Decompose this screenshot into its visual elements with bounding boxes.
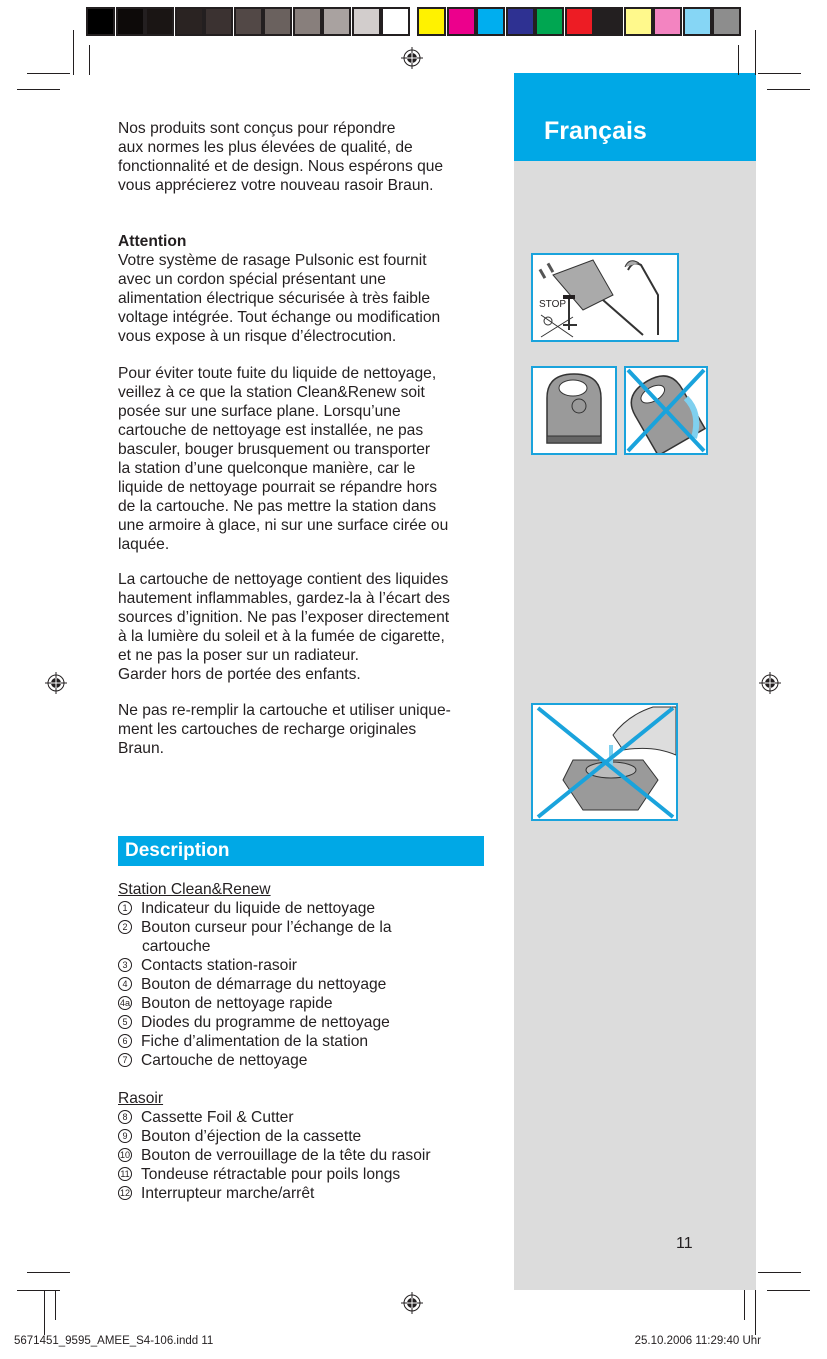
text-line: Votre système de rasage Pulsonic est fournit xyxy=(118,252,427,269)
grey-swatch xyxy=(352,7,381,36)
text-line: hautement inflammables, gardez-la à l’écart des xyxy=(118,590,450,607)
text-line: fonctionnalité et de design. Nous espérons que xyxy=(118,158,444,175)
color-swatch xyxy=(653,7,682,36)
item-number-badge: 3 xyxy=(118,958,132,972)
list-item xyxy=(118,1108,486,1127)
color-swatch xyxy=(624,7,653,36)
grey-swatch xyxy=(145,7,174,36)
list-item xyxy=(118,1165,486,1184)
item-label: Contacts station-rasoir xyxy=(141,957,297,974)
footer-filename: 5671451_9595_AMEE_S4-106.indd 11 xyxy=(14,1335,214,1347)
station-tilted-figure xyxy=(624,366,708,455)
item-label: Tondeuse rétractable pour poils longs xyxy=(141,1166,401,1183)
item-number-badge: 4a xyxy=(119,998,130,1008)
item-number-badge: 4 xyxy=(118,977,132,991)
text-line: alimentation électrique sécurisée à très faible xyxy=(118,290,431,307)
text-line: aux normes les plus élevées de qualité, de xyxy=(118,139,413,156)
item-label: Indicateur du liquide de nettoyage xyxy=(141,900,376,917)
item-number-badge: 1 xyxy=(118,901,132,915)
text-line: de la cartouche. Ne pas mettre la station dans xyxy=(118,498,437,515)
color-swatch xyxy=(565,7,594,36)
text-line: liquide de nettoyage pourrait se répandre hors xyxy=(118,479,438,496)
text-line: et ne pas la poser sur un radiateur. xyxy=(118,647,359,664)
text-line: Braun. xyxy=(118,740,164,757)
footer-timestamp: 25.10.2006 11:29:40 Uhr xyxy=(634,1335,761,1347)
color-swatch xyxy=(447,7,476,36)
item-label: Interrupteur marche/arrêt xyxy=(141,1185,315,1202)
item-label: Cartouche de nettoyage xyxy=(141,1052,308,1069)
crop-mark xyxy=(55,1290,56,1320)
text-line: vous expose à un risque d’électrocution. xyxy=(118,328,397,345)
color-swatch xyxy=(476,7,505,36)
text-line: à la lumière du soleil et à la fumée de cigarette, xyxy=(118,628,445,645)
power-plug-icon xyxy=(533,255,677,340)
language-heading: Français xyxy=(514,73,756,161)
registration-mark-icon xyxy=(401,47,423,69)
tilted-station-crossed-icon xyxy=(626,368,706,453)
text-line: basculer, bouger brusquement ou transporter xyxy=(118,441,431,458)
crop-mark xyxy=(27,1272,70,1273)
item-number-badge: 9 xyxy=(118,1129,132,1143)
grey-swatch xyxy=(381,7,410,36)
item-label: Diodes du programme de nettoyage xyxy=(141,1014,390,1031)
list-item xyxy=(118,1146,486,1165)
list-item xyxy=(118,975,486,994)
item-label: Bouton de nettoyage rapide xyxy=(141,995,333,1012)
text-line: Garder hors de portée des enfants. xyxy=(118,666,361,683)
item-number-badge: 5 xyxy=(118,1015,132,1029)
text-line: La cartouche de nettoyage contient des liquides xyxy=(118,571,449,588)
color-swatch xyxy=(535,7,564,36)
crop-mark xyxy=(755,1290,756,1335)
text-line: vous apprécierez votre nouveau rasoir Braun. xyxy=(118,177,434,194)
list-item xyxy=(118,1127,486,1146)
grey-swatch xyxy=(322,7,351,36)
paragraph xyxy=(118,119,486,195)
description-heading: Description xyxy=(118,836,484,866)
text-line: Nos produits sont conçus pour répondre xyxy=(118,120,396,137)
text-line: laquée. xyxy=(118,536,170,553)
crop-mark xyxy=(44,1290,45,1335)
color-swatch xyxy=(712,7,741,36)
item-label-continued: cartouche xyxy=(142,938,211,955)
grey-swatch xyxy=(116,7,145,36)
item-label: Bouton de démarrage du nettoyage xyxy=(141,976,387,993)
text-line: avec un cordon spécial présentant une xyxy=(118,271,386,288)
grey-swatch xyxy=(263,7,292,36)
crop-mark xyxy=(744,1290,745,1320)
item-number-badge: 8 xyxy=(118,1110,132,1124)
registration-mark-icon xyxy=(45,672,67,694)
color-swatch xyxy=(594,7,623,36)
text-line: Pour éviter toute fuite du liquide de nettoyage, xyxy=(118,365,437,382)
item-number-badge: 10 xyxy=(119,1150,130,1160)
parts-list xyxy=(118,880,486,1203)
paragraph xyxy=(118,232,486,346)
grey-swatch xyxy=(234,7,263,36)
crop-mark xyxy=(755,30,756,75)
registration-mark-icon xyxy=(401,1292,423,1314)
grey-swatch xyxy=(175,7,204,36)
power-cord-figure xyxy=(531,253,679,342)
list-item xyxy=(118,1013,486,1032)
text-line: ment les cartouches de recharge originales xyxy=(118,721,417,738)
text-line: posée sur une surface plane. Lorsqu’une xyxy=(118,403,401,420)
crop-mark xyxy=(738,45,739,75)
list-item xyxy=(118,1184,486,1203)
color-swatch xyxy=(506,7,535,36)
svg-text:STOP: STOP xyxy=(539,299,567,310)
crop-mark xyxy=(767,89,810,90)
grey-swatch xyxy=(293,7,322,36)
text-line: la station d’une quelconque manière, car le xyxy=(118,460,416,477)
item-label: Cassette Foil & Cutter xyxy=(141,1109,294,1126)
crop-mark xyxy=(767,1290,810,1291)
list-item xyxy=(118,994,486,1013)
item-label: Fiche d’alimentation de la station xyxy=(141,1033,369,1050)
item-label: Bouton curseur pour l’échange de la xyxy=(141,919,392,936)
refill-crossed-icon xyxy=(533,705,676,819)
registration-mark-icon xyxy=(759,672,781,694)
crop-mark xyxy=(17,1290,60,1291)
station-upright-figure xyxy=(531,366,617,455)
grey-swatch xyxy=(204,7,233,36)
item-number-badge: 7 xyxy=(118,1053,132,1067)
text-line: cartouche de nettoyage est installée, ne pas xyxy=(118,422,424,439)
station-heading: Station Clean&Renew xyxy=(118,881,271,898)
razor-heading: Rasoir xyxy=(118,1090,164,1107)
crop-mark xyxy=(73,30,74,75)
text-line: veillez à ce que la station Clean&Renew soit xyxy=(118,384,425,401)
list-item xyxy=(118,956,486,975)
crop-mark xyxy=(17,89,60,90)
item-number-badge: 2 xyxy=(118,920,132,934)
text-line: Ne pas re-remplir la cartouche et utiliser unique- xyxy=(118,702,451,719)
list-item xyxy=(118,1032,486,1051)
no-refill-figure xyxy=(531,703,678,821)
list-item xyxy=(118,918,486,937)
item-number-badge: 12 xyxy=(119,1188,130,1198)
crop-mark xyxy=(89,45,90,75)
paragraph xyxy=(118,364,486,554)
item-number-badge: 6 xyxy=(118,1034,132,1048)
crop-mark xyxy=(758,1272,801,1273)
text-line: voltage intégrée. Tout échange ou modification xyxy=(118,309,441,326)
paragraph xyxy=(118,570,486,684)
crop-mark xyxy=(758,73,801,74)
grey-swatch xyxy=(86,7,115,36)
item-label: Bouton de verrouillage de la tête du rasoir xyxy=(141,1147,431,1164)
text-line: sources d’ignition. Ne pas l’exposer directement xyxy=(118,609,450,626)
color-swatch xyxy=(683,7,712,36)
crop-mark xyxy=(27,73,70,74)
cleaning-station-icon xyxy=(533,368,615,453)
color-swatch xyxy=(417,7,446,36)
item-number-badge: 11 xyxy=(118,1167,132,1181)
text-line: une armoire à glace, ni sur une surface cirée ou xyxy=(118,517,449,534)
item-label: Bouton d’éjection de la cassette xyxy=(141,1128,362,1145)
section-heading: Attention xyxy=(118,233,187,250)
list-item xyxy=(118,1051,486,1070)
paragraph xyxy=(118,701,486,758)
page-number: 11 xyxy=(676,1235,693,1252)
list-item xyxy=(118,899,486,918)
